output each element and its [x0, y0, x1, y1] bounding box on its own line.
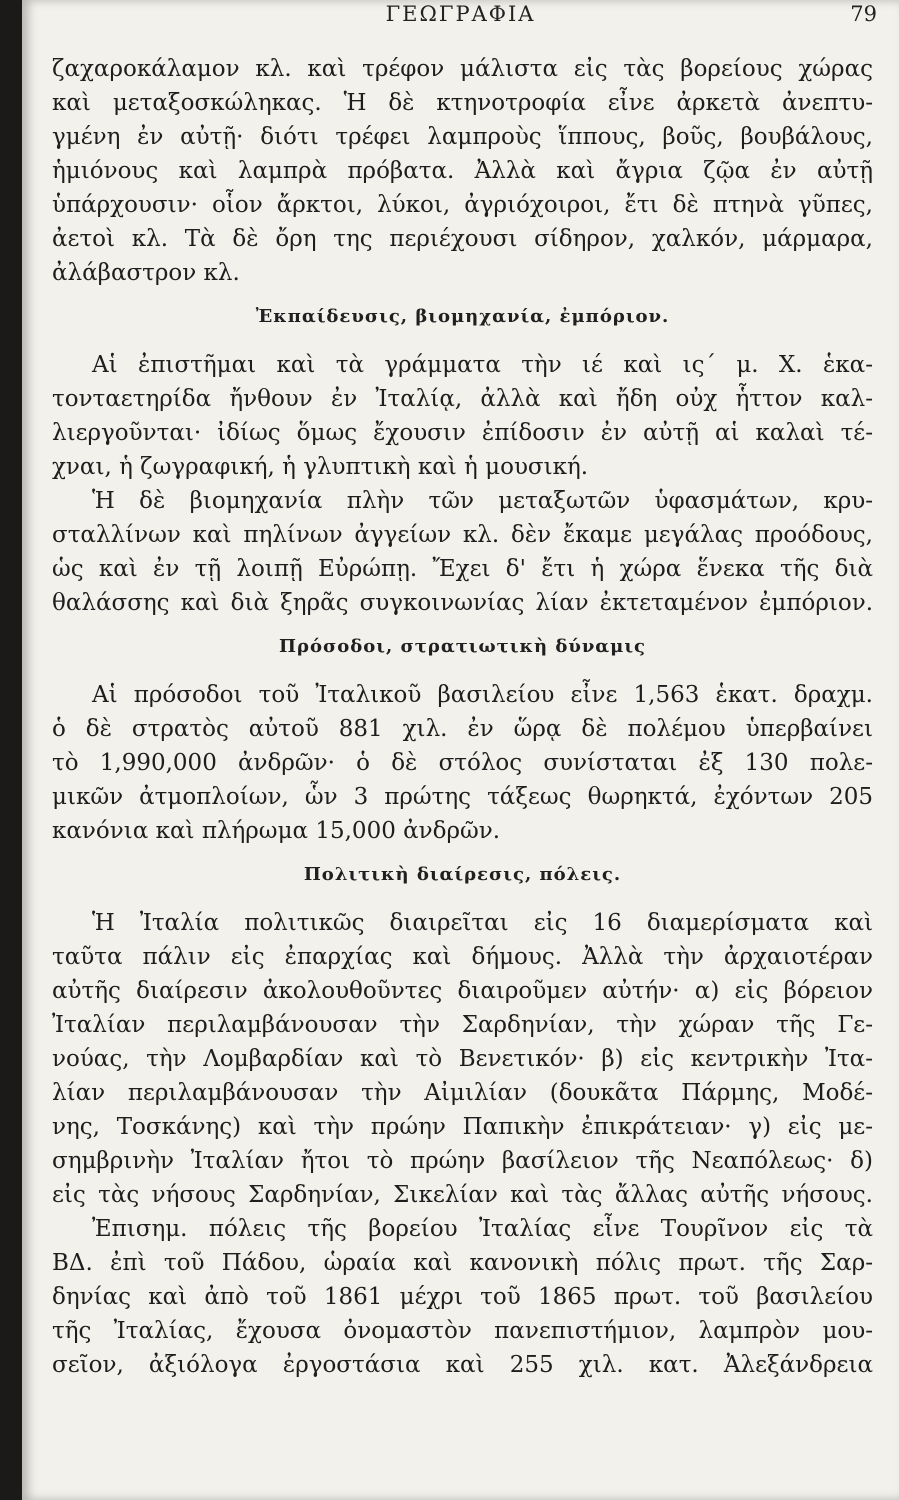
text-line: θαλάσσης καὶ διὰ ξηρᾶς συγκοινωνίας λίαν ἐκτεταμένον ἐμπόριον.: [52, 590, 873, 616]
text-line: μικῶν ἀτμοπλοίων, ὧν 3 πρώτης τάξεως θωρηκτά, ἐχόντων 205: [52, 784, 873, 810]
text-line: τὸ 1,990,000 ἀνδρῶν· ὁ δὲ στόλος συνίσταται ἐξ 130 πολε-: [52, 750, 873, 776]
section-heading: Πολιτικὴ διαίρεσις, πόλεις.: [303, 864, 622, 885]
text-line: καὶ μεταξοσκώληκας. Ἡ δὲ κτηνοτροφία εἶνε ἀρκετὰ ἀνεπτυ-: [52, 90, 873, 116]
text-line: λίαν περιλαμβάνουσαν τὴν Αἰμιλίαν (δουκᾶτα Πάρμης, Μοδέ-: [52, 1080, 873, 1106]
text-line: σταλλίνων καὶ πηλίνων ἀγγείων κλ. δὲν ἔκαμε μεγάλας προόδους,: [52, 522, 873, 548]
text-line: ζαχαροκάλαμον κλ. καὶ τρέφον μάλιστα εἰς τὰς βορείους χώρας: [52, 56, 873, 82]
text-line: λιεργοῦνται· ἰδίως ὅμως ἔχουσιν ἐπίδοσιν ἐν αὐτῇ αἱ καλαὶ τέ-: [52, 420, 873, 446]
text-line: σεῖον, ἀξιόλογα ἐργοστάσια καὶ 255 χιλ. κατ. Ἀλεξάνδρεια: [52, 1352, 873, 1378]
text-line: ὁ δὲ στρατὸς αὐτοῦ 881 χιλ. ἐν ὥρᾳ δὲ πολέμου ὑπερβαίνει: [52, 716, 873, 742]
book-page: [22, 0, 899, 1500]
text-line: Ἰταλίαν περιλαμβάνουσαν τὴν Σαρδηνίαν, τὴν χώραν τῆς Γε-: [52, 1012, 873, 1038]
text-line: δηνίας καὶ ἀπὸ τοῦ 1861 μέχρι τοῦ 1865 πρωτ. τοῦ βασιλείου: [52, 1284, 873, 1310]
text-line: αὐτῆς διαίρεσιν ἀκολουθοῦντες διαιροῦμεν αὐτήν· α) εἰς βόρειον: [52, 978, 873, 1004]
page-number: 79: [850, 2, 877, 26]
text-line: Ἡ Ἰταλία πολιτικῶς διαιρεῖται εἰς 16 διαμερίσματα καὶ: [92, 910, 873, 936]
text-line: σημβρινὴν Ἰταλίαν ἤτοι τὸ πρώην βασίλειον τῆς Νεαπόλεως· δ): [52, 1148, 873, 1174]
text-line: τῆς Ἰταλίας, ἔχουσα ὀνομαστὸν πανεπιστήμιον, λαμπρὸν μου-: [52, 1318, 873, 1344]
section-heading: Ἐκπαίδευσις, βιομηχανία, ἐμπόριον.: [255, 306, 670, 327]
page-body: [52, 52, 873, 1382]
text-line: ὑπάρχουσιν· οἷον ἄρκτοι, λύκοι, ἀγριόχοιροι, ἔτι δὲ πτηνὰ γῦπες,: [52, 192, 873, 218]
text-line: χναι, ἡ ζωγραφική, ἡ γλυπτικὴ καὶ ἡ μουσική.: [52, 454, 589, 480]
text-line: Αἱ πρόσοδοι τοῦ Ἰταλικοῦ βασιλείου εἶνε 1,563 ἑκατ. δραχμ.: [92, 682, 873, 708]
text-line: Ἡ δὲ βιομηχανία πλὴν τῶν μεταξωτῶν ὑφασμάτων, κρυ-: [92, 488, 873, 514]
text-line: νούας, τὴν Λομβαρδίαν καὶ τὸ Βενετικόν· β) εἰς κεντρικὴν Ἰτα-: [52, 1046, 873, 1072]
text-line: ταῦτα πάλιν εἰς ἐπαρχίας καὶ δήμους. Ἀλλὰ τὴν ἀρχαιοτέραν: [52, 944, 873, 970]
text-line: κανόνια καὶ πλήρωμα 15,000 ἀνδρῶν.: [52, 818, 501, 844]
page-header: [22, 0, 899, 30]
text-line: Ἐπισημ. πόλεις τῆς βορείου Ἰταλίας εἶνε Τουρῖνον εἰς τὰ: [92, 1216, 873, 1242]
running-title: ΓΕΩΓΡΑΦΙΑ: [385, 2, 536, 26]
text-line: τονταετηρίδα ἤνθουν ἐν Ἰταλίᾳ, ἀλλὰ καὶ ἤδη οὐχ ἧττον καλ-: [52, 386, 873, 412]
text-line: ἡμιόνους καὶ λαμπρὰ πρόβατα. Ἀλλὰ καὶ ἄγρια ζῷα ἐν αὐτῇ: [52, 158, 873, 184]
text-line: ἀλάβαστρον κλ.: [52, 260, 240, 286]
text-line: γμένη ἐν αὐτῇ· διότι τρέφει λαμπροὺς ἵππους, βοῦς, βουβάλους,: [52, 124, 873, 150]
text-line: εἰς τὰς νήσους Σαρδηνίαν, Σικελίαν καὶ τὰς ἄλλας αὐτῆς νήσους.: [52, 1182, 873, 1208]
text-line: Αἱ ἐπιστῆμαι καὶ τὰ γράμματα τὴν ιέ καὶ ις΄ μ. Χ. ἑκα-: [92, 352, 873, 378]
text-line: ἀετοὶ κλ. Τὰ δὲ ὄρη της περιέχουσι σίδηρον, χαλκόν, μάρμαρα,: [52, 226, 873, 252]
text-line: ΒΔ. ἐπὶ τοῦ Πάδου, ὡραία καὶ κανονικὴ πόλις πρωτ. τῆς Σαρ-: [52, 1250, 873, 1276]
text-line: ὡς καὶ ἐν τῇ λοιπῇ Εὐρώπῃ. Ἔχει δ' ἔτι ἡ χώρα ἕνεκα τῆς διὰ: [52, 556, 873, 582]
text-line: νης, Τοσκάνης) καὶ τὴν πρώην Παπικὴν ἐπικράτειαν· γ) εἰς με-: [52, 1114, 873, 1140]
section-heading: Πρόσοδοι, στρατιωτικὴ δύναμις: [278, 636, 647, 657]
